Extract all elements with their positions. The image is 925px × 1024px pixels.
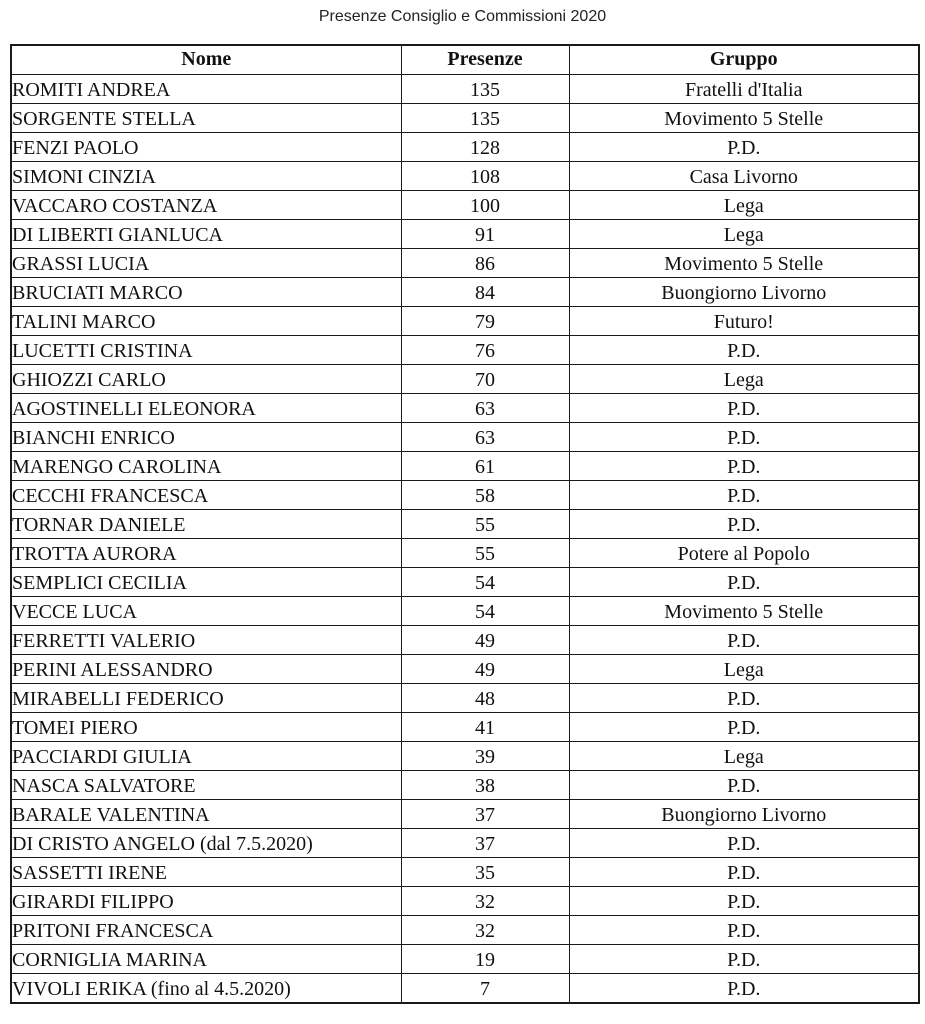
table-row (11, 887, 919, 916)
gruppo-cell: P.D. (569, 510, 919, 539)
nome-cell: LUCETTI CRISTINA (11, 336, 401, 365)
gruppo-cell: Movimento 5 Stelle (569, 597, 919, 626)
presenze-cell: 70 (401, 365, 569, 394)
gruppo-cell: P.D. (569, 452, 919, 481)
gruppo-cell: P.D. (569, 394, 919, 423)
table-row (11, 133, 919, 162)
gruppo-cell: Lega (569, 655, 919, 684)
presenze-cell: 35 (401, 858, 569, 887)
table-row (11, 249, 919, 278)
nome-cell: GHIOZZI CARLO (11, 365, 401, 394)
nome-cell: ROMITI ANDREA (11, 75, 401, 104)
presenze-cell: 48 (401, 684, 569, 713)
gruppo-cell: P.D. (569, 336, 919, 365)
presenze-cell: 32 (401, 916, 569, 945)
table-row (11, 75, 919, 104)
presenze-cell: 54 (401, 597, 569, 626)
table-row (11, 742, 919, 771)
presenze-cell: 7 (401, 974, 569, 1004)
gruppo-cell: P.D. (569, 713, 919, 742)
table-row (11, 394, 919, 423)
document-title: Presenze Consiglio e Commissioni 2020 (318, 8, 607, 25)
table-row (11, 539, 919, 568)
nome-cell: CECCHI FRANCESCA (11, 481, 401, 510)
table-row (11, 481, 919, 510)
table-row (11, 191, 919, 220)
nome-cell: SORGENTE STELLA (11, 104, 401, 133)
gruppo-cell: Buongiorno Livorno (569, 278, 919, 307)
nome-cell: DI LIBERTI GIANLUCA (11, 220, 401, 249)
nome-cell: VIVOLI ERIKA (fino al 4.5.2020) (11, 974, 401, 1004)
gruppo-cell: P.D. (569, 945, 919, 974)
nome-cell: SIMONI CINZIA (11, 162, 401, 191)
gruppo-cell: Lega (569, 365, 919, 394)
gruppo-cell: P.D. (569, 916, 919, 945)
table-row (11, 220, 919, 249)
table-row (11, 974, 919, 1004)
nome-cell: BARALE VALENTINA (11, 800, 401, 829)
gruppo-cell: Lega (569, 191, 919, 220)
nome-cell: TALINI MARCO (11, 307, 401, 336)
presenze-cell: 61 (401, 452, 569, 481)
gruppo-cell: P.D. (569, 829, 919, 858)
table-row (11, 800, 919, 829)
nome-cell: TORNAR DANIELE (11, 510, 401, 539)
table-body (11, 75, 919, 1004)
nome-cell: SASSETTI IRENE (11, 858, 401, 887)
presenze-cell: 63 (401, 394, 569, 423)
nome-cell: GRASSI LUCIA (11, 249, 401, 278)
nome-cell: MIRABELLI FEDERICO (11, 684, 401, 713)
presenze-cell: 37 (401, 800, 569, 829)
table-row (11, 829, 919, 858)
presenze-cell: 108 (401, 162, 569, 191)
table-row (11, 423, 919, 452)
presenze-cell: 19 (401, 945, 569, 974)
presenze-cell: 91 (401, 220, 569, 249)
gruppo-cell: P.D. (569, 423, 919, 452)
presenze-cell: 38 (401, 771, 569, 800)
nome-cell: FERRETTI VALERIO (11, 626, 401, 655)
gruppo-cell: P.D. (569, 771, 919, 800)
gruppo-cell: P.D. (569, 887, 919, 916)
nome-cell: VECCE LUCA (11, 597, 401, 626)
presenze-cell: 49 (401, 626, 569, 655)
presenze-cell: 128 (401, 133, 569, 162)
nome-cell: MARENGO CAROLINA (11, 452, 401, 481)
gruppo-cell: Fratelli d'Italia (569, 75, 919, 104)
nome-cell: CORNIGLIA MARINA (11, 945, 401, 974)
presenze-cell: 41 (401, 713, 569, 742)
gruppo-cell: Casa Livorno (569, 162, 919, 191)
presenze-cell: 37 (401, 829, 569, 858)
presenze-cell: 135 (401, 75, 569, 104)
table-row (11, 771, 919, 800)
table-row (11, 104, 919, 133)
attendance-table (10, 44, 920, 1004)
gruppo-cell: Movimento 5 Stelle (569, 249, 919, 278)
nome-cell: VACCARO COSTANZA (11, 191, 401, 220)
table-row (11, 510, 919, 539)
nome-cell: PRITONI FRANCESCA (11, 916, 401, 945)
nome-cell: PACCIARDI GIULIA (11, 742, 401, 771)
table-row (11, 278, 919, 307)
table-row (11, 597, 919, 626)
nome-cell: SEMPLICI CECILIA (11, 568, 401, 597)
table-row (11, 307, 919, 336)
gruppo-cell: Potere al Popolo (569, 539, 919, 568)
table-row (11, 713, 919, 742)
presenze-cell: 58 (401, 481, 569, 510)
presenze-cell: 76 (401, 336, 569, 365)
presenze-cell: 55 (401, 510, 569, 539)
table-row (11, 655, 919, 684)
presenze-cell: 54 (401, 568, 569, 597)
gruppo-cell: Lega (569, 742, 919, 771)
gruppo-cell: Movimento 5 Stelle (569, 104, 919, 133)
nome-cell: TROTTA AURORA (11, 539, 401, 568)
column-header-gruppo: Gruppo (569, 45, 919, 75)
table-row (11, 452, 919, 481)
presenze-cell: 100 (401, 191, 569, 220)
table-row (11, 162, 919, 191)
table-row (11, 365, 919, 394)
gruppo-cell: P.D. (569, 568, 919, 597)
presenze-cell: 63 (401, 423, 569, 452)
gruppo-cell: P.D. (569, 133, 919, 162)
nome-cell: GIRARDI FILIPPO (11, 887, 401, 916)
nome-cell: DI CRISTO ANGELO (dal 7.5.2020) (11, 829, 401, 858)
presenze-cell: 86 (401, 249, 569, 278)
gruppo-cell: P.D. (569, 974, 919, 1004)
nome-cell: TOMEI PIERO (11, 713, 401, 742)
presenze-cell: 79 (401, 307, 569, 336)
presenze-cell: 135 (401, 104, 569, 133)
nome-cell: PERINI ALESSANDRO (11, 655, 401, 684)
presenze-cell: 55 (401, 539, 569, 568)
gruppo-cell: Buongiorno Livorno (569, 800, 919, 829)
presenze-cell: 39 (401, 742, 569, 771)
table-header-row (11, 45, 919, 75)
gruppo-cell: P.D. (569, 858, 919, 887)
gruppo-cell: P.D. (569, 626, 919, 655)
presenze-cell: 32 (401, 887, 569, 916)
column-header-presenze: Presenze (401, 45, 569, 75)
nome-cell: NASCA SALVATORE (11, 771, 401, 800)
nome-cell: FENZI PAOLO (11, 133, 401, 162)
table-row (11, 916, 919, 945)
presenze-cell: 84 (401, 278, 569, 307)
table-row (11, 626, 919, 655)
column-header-nome: Nome (11, 45, 401, 75)
gruppo-cell: Lega (569, 220, 919, 249)
nome-cell: BIANCHI ENRICO (11, 423, 401, 452)
table-row (11, 568, 919, 597)
table-row (11, 684, 919, 713)
table-row (11, 336, 919, 365)
nome-cell: BRUCIATI MARCO (11, 278, 401, 307)
gruppo-cell: P.D. (569, 684, 919, 713)
table-row (11, 858, 919, 887)
table-row (11, 945, 919, 974)
nome-cell: AGOSTINELLI ELEONORA (11, 394, 401, 423)
presenze-cell: 49 (401, 655, 569, 684)
gruppo-cell: P.D. (569, 481, 919, 510)
gruppo-cell: Futuro! (569, 307, 919, 336)
